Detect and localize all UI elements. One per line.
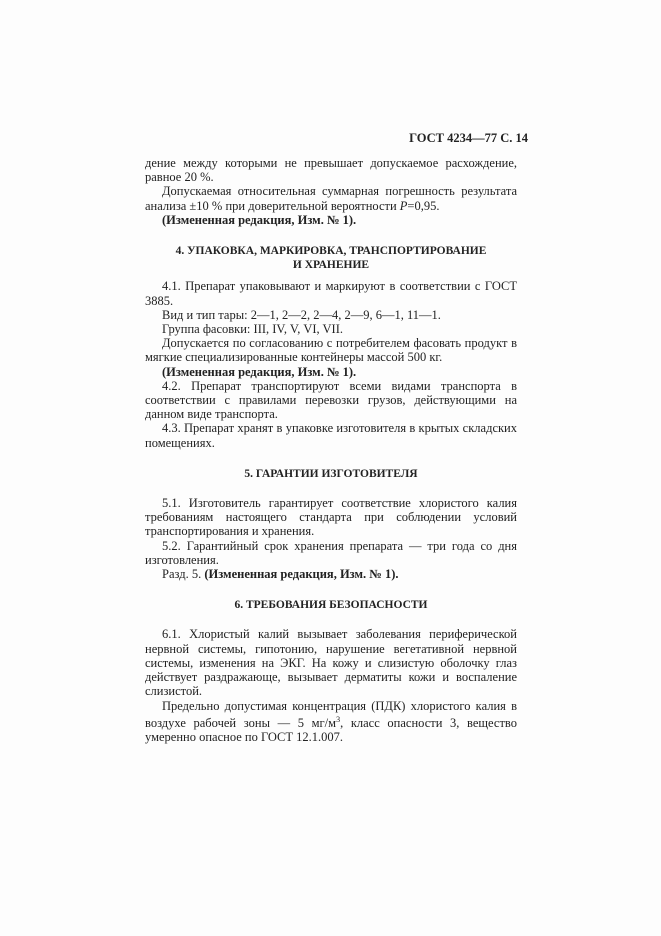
paragraph-text: Допускаемая относительная суммарная погрешность результата анализа ±10 % при доверительной вероятности	[145, 184, 517, 213]
packing-groups: Группа фасовки: III, IV, V, VI, VII.	[162, 322, 344, 337]
clause-4-3: 4.3. Препарат хранят в упаковке изготовителя в крытых складских помещениях.	[145, 421, 517, 450]
amendment-note: (Измененная редакция, Изм. № 1).	[162, 212, 357, 227]
paragraph-text: =0,95.	[407, 198, 440, 213]
superscript-3: 3	[336, 714, 341, 724]
paragraph-text: Предельно допустимая концентрация (ПДК) хлористого калия в воздухе рабочей зоны — 5 мг/м	[145, 698, 517, 730]
clause-4-1: 4.1. Препарат упаковывают и маркируют в соответствии с ГОСТ 3885.	[145, 279, 517, 308]
section-4-heading-line2: И ХРАНЕНИЕ	[292, 259, 370, 272]
paragraph-text: , класс опасности 3, вещество умеренно опасное по ГОСТ 12.1.007.	[145, 715, 517, 745]
clause-4-2: 4.2. Препарат транспортируют всеми видами транспорта в соответствии с правилами перевозки грузов, действующими на данном виде транспорта.	[145, 378, 517, 422]
soft-containers-note: Допускается по согласованию с потребителем фасовать продукт в мягкие специализированные контейнеры массой 500 кг.	[145, 336, 517, 365]
clause-6-1: 6.1. Хлористый калий вызывает заболевания периферической нервной системы, гипотонию, нарушение вегетативной нервной системы, изменения на ЭКГ. На кожу и слизистую оболочку глаз действует раздражающе, вызывает дерматиты кожи и воспаление слизистой.	[145, 627, 517, 699]
amendment-note	[145, 567, 517, 581]
clause-5-2: 5.2. Гарантийный срок хранения препарата — три года со дня изготовления.	[145, 538, 517, 567]
document-body	[145, 156, 517, 744]
clause-5-1: 5.1. Изготовитель гарантирует соответствие хлористого калия требованиям настоящего стандарта при соблюдении условий транспортирования и хранения.	[145, 496, 517, 539]
section-5-heading: 5. ГАРАНТИИ ИЗГОТОВИТЕЛЯ	[244, 467, 418, 480]
container-types: Вид и тип тары: 2—1, 2—2, 2—4, 2—9, 6—1, 11—1.	[162, 307, 441, 322]
paragraph-error-tolerance	[145, 184, 517, 212]
amendment-note: (Измененная редакция, Изм. № 1).	[162, 364, 357, 379]
amendment-text: (Измененная редакция, Изм. № 1).	[204, 567, 399, 582]
paragraph-continuation: дение между которыми не превышает допускаемое расхождение, равное 20 %.	[145, 156, 517, 185]
mac-paragraph	[145, 699, 517, 745]
variable-p: Р	[399, 198, 408, 213]
amendment-prefix: Разд. 5.	[162, 567, 205, 582]
running-header: ГОСТ 4234—77 С. 14	[409, 131, 528, 145]
section-6-heading: 6. ТРЕБОВАНИЯ БЕЗОПАСНОСТИ	[234, 599, 428, 612]
section-4-heading	[145, 244, 517, 272]
section-4-heading-line1: 4. УПАКОВКА, МАРКИРОВКА, ТРАНСПОРТИРОВАНИЕ	[175, 245, 487, 258]
